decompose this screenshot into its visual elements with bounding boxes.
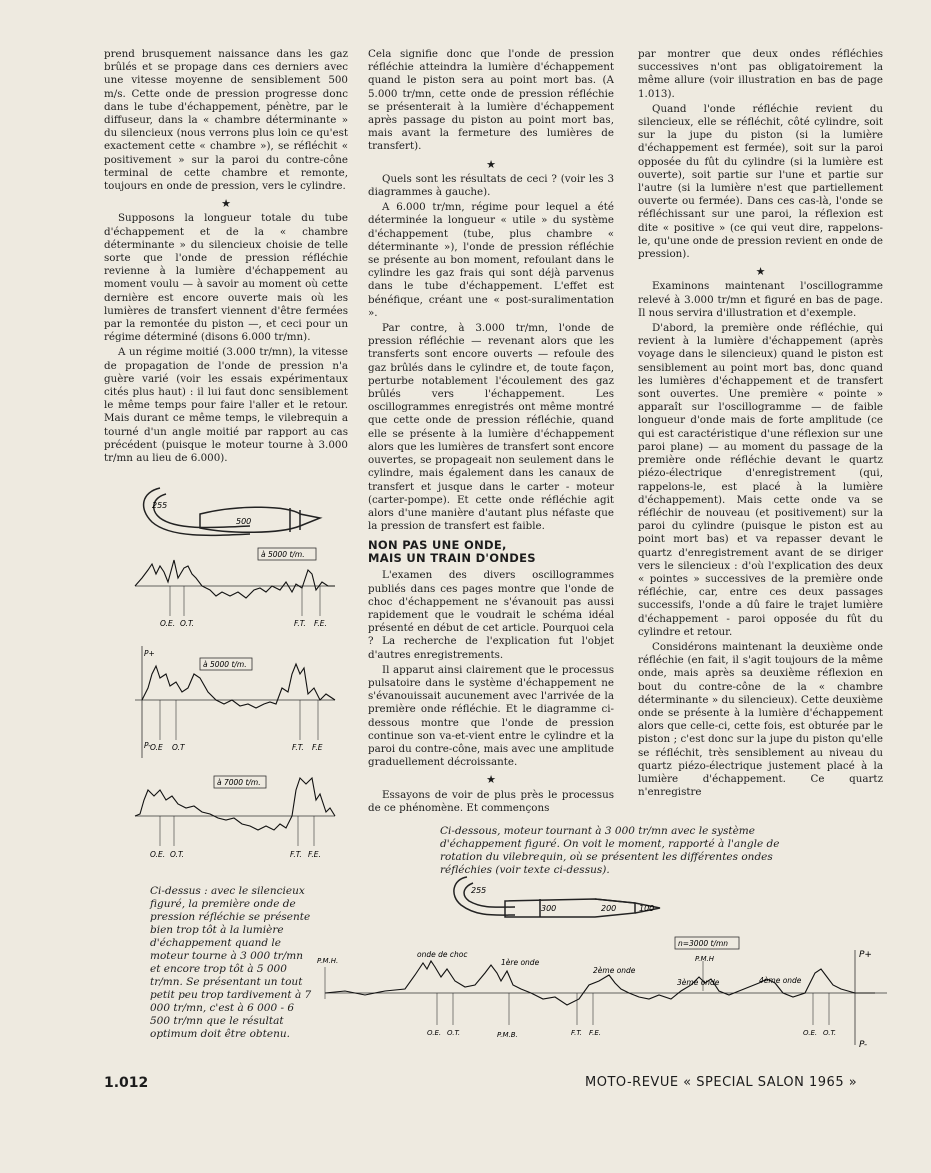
- label-pmh-1: P.M.H.: [317, 957, 339, 965]
- mark-ft: F.T.: [294, 619, 306, 628]
- heading-line-1: NON PAS UNE ONDE,: [368, 538, 507, 553]
- pipe-label-500: 500: [236, 517, 252, 526]
- p-minus-label: P-: [859, 1040, 868, 1050]
- paragraph: D'abord, la première onde réfléchie, qui revient à la lumière d'échappement (après voyage dans le silencieux) quand le piston est sensiblement au point mort bas, donc quand les lumières d'échappement et de transfert sont ouvertes. Une première « pointe » apparaît sur l'oscillogramme — de faible longueur d'onde mais de forte amplitude (ce qui est caractéristique d'une réflexion sur une paroi plane) — au moment du passage de la première onde réfléchie devant le quartz piézo-électrique d'enregistrement (qui, rappelons-le, est placé à la lumière d'échappement). Mais cette onde va se réfléchir de nouveau (et positivement) sur la paroi du cylindre (puisque le piston est au point mort bas) et va repasser devant le quartz d'enregistrement avant de se diriger vers le silencieux : d'où l'explication des deux « pointes » successives de la première onde réfléchie, car, entre ces deux passages successifs, l'onde a dû faire le trajet lumière d'échappement - paroi opposée du fût du cylindre et retour.: [638, 322, 883, 638]
- label-onde-2: 2ème onde: [593, 966, 636, 975]
- oscillogram-2: [135, 646, 335, 758]
- rpm-label-2: à 5000 t/m.: [203, 660, 247, 669]
- mark-fe: F.E.: [589, 1029, 601, 1037]
- text-column-3: [638, 48, 883, 801]
- mark-ot: O.T.: [447, 1029, 461, 1037]
- rpm-label-3: à 7000 t/m.: [217, 778, 261, 787]
- star-separator: ★: [486, 157, 496, 171]
- star-separator: ★: [221, 197, 231, 211]
- text-column-2: [368, 48, 614, 817]
- exhaust-pipe-drawing: [144, 488, 320, 535]
- rpm-label-1: à 5000 t/m.: [261, 550, 305, 559]
- paragraph: prend brusquement naissance dans les gaz brûlés et se propage dans ces derniers avec une vitesse moyenne de sensiblement 500 m/s. Cette onde de pression progresse donc dans le tube d'échappement, pénètre, par le diffuseur, dans la « chambre déterminante » du silencieux (nous verrons plus loin ce qu'est exactement cette « chambre »), se réfléchit « positivement » sur la paroi du contre-cône terminal de cette chambre et remonte, toujours en onde de pression, vers le cylindre.: [104, 48, 348, 193]
- mark-ot: O.T.: [180, 619, 195, 628]
- mark-fe: F.E.: [314, 619, 327, 628]
- p-plus-label: P+: [144, 649, 155, 658]
- paragraph: Quand l'onde réfléchie revient du silencieux, elle se réfléchit, côté cylindre, soit sur la jupe du piston (si la lumière d'échappement est fermée), soit sur la paroi opposée du fût du cylindre (si la lumière est ouverte), soit partie sur l'une et partie sur l'autre (si la lumière n'est que partiellement ouverte ou fermée). Dans ces cas-là, l'onde se réfléchissant sur une paroi, la réflexion est dite « positive » (ce qui veut dire, rappelons-le, qu'une onde de pression revient en onde de pression).: [638, 102, 883, 261]
- mark-oe: O.E: [150, 743, 163, 752]
- mark-fe: F.E: [312, 743, 323, 752]
- oscillogram-1: [135, 548, 335, 628]
- paragraph: Cela signifie donc que l'onde de pression réfléchie atteindra la lumière d'échappement quand le piston sera au point mort bas. (A 5.000 tr/mn, cette onde de pression réfléchie se présenterait à la lumière d'échappement après passage du piston au point mort bas, mais avant la fermeture des lumières de transfert).: [368, 48, 614, 153]
- pipe-label-100: 100: [639, 904, 655, 913]
- mark-ot-2: O.T.: [823, 1029, 837, 1037]
- mark-oe-2: O.E.: [803, 1029, 818, 1037]
- mark-oe: O.E.: [427, 1029, 442, 1037]
- pipe-label-255: 255: [152, 501, 168, 510]
- caption-bottom: Ci-dessous, moteur tournant à 3 000 tr/mn avec le système d'échappement figuré. On voit le moment, rapporté à l'angle de rotation du vilebrequin, où se présentent les différentes ondes réfléchies (voir texte ci-dessus).: [440, 825, 780, 876]
- paragraph: Considérons maintenant la deuxième onde réfléchie (en fait, il s'agit toujours de la même onde, mais après sa deuxième réflexion en bout du contre-cône de la « chambre déterminante » du silencieux). Cette deuxième onde se présente à la lumière d'échappement alors que celle-ci, cette fois, est obturée par le piston ; c'est donc sur la jupe du piston qu'elle se réfléchit, très sensiblement au niveau du quartz piézo-électrique justement placé à la lumière d'échappement. Ce quartz n'enregistre: [638, 640, 883, 799]
- paragraph: Quels sont les résultats de ceci ? (voir les 3 diagrammes à gauche).: [368, 172, 614, 199]
- pipe-label-200: 200: [601, 904, 617, 913]
- exhaust-pipe-drawing-bottom: [454, 877, 660, 917]
- mark-ft: F.T.: [571, 1029, 583, 1037]
- label-onde-choc: onde de choc: [417, 950, 468, 959]
- magazine-footer: MOTO-REVUE « SPECIAL SALON 1965 »: [585, 1075, 858, 1090]
- pipe-label-255: 255: [471, 886, 487, 895]
- left-figure: [130, 478, 360, 878]
- paragraph: A 6.000 tr/mn, régime pour lequel a été déterminée la longueur « utile » du système d'échappement (tube, plus chambre « déterminante »), l'onde de pression réfléchie se présente au bon moment, refoulant dans le cylindre les gaz frais qui sont déjà parvenus dans le tube d'échappement. L'effet est bénéfique, créant une « post-suralimentation ».: [368, 201, 614, 319]
- star-separator: ★: [486, 773, 496, 787]
- label-onde-4: 4ème onde: [759, 976, 802, 985]
- bottom-figure: [315, 865, 890, 1065]
- paragraph: Examinons maintenant l'oscillogramme relevé à 3.000 tr/mn et figuré en bas de page. Il nous servira d'illustration et d'exemple.: [638, 280, 883, 319]
- page-number: 1.012: [104, 1075, 149, 1091]
- p-minus-label: P-: [144, 741, 151, 750]
- mark-ot: O.T: [172, 743, 185, 752]
- paragraph: Par contre, à 3.000 tr/mn, l'onde de pression réfléchie — revenant alors que les transferts sont encore ouverts — refoule des gaz brûlés dans le cylindre et, de toute façon, perturbe notablement l'écoulement des gaz brûlés vers l'échappement. Les oscillogrammes enregistrés ont même montré que cette onde de pression réfléchie, quand elle se présente à la lumière d'échappement alors que les lumières de transfert sont encore ouvertes, se propageait non seulement dans le cylindre, mais également dans les canaux de transfert et jusque dans le carter - moteur (carter-pompe). Et cette onde réfléchie agit alors d'une manière d'autant plus néfaste que la pression de transfert est faible.: [368, 322, 614, 533]
- section-heading: [368, 539, 614, 565]
- caption-left: Ci-dessus : avec le silencieux figuré, la première onde de pression réfléchie se présente bien trop tôt à la lumière d'échappement quand le moteur tourne à 3 000 tr/mn et encore trop tôt à 5 000 tr/mn. Se présentant un tout petit peu trop tardivement à 7 000 tr/mn, c'est à 6 000 - 6 500 tr/mn que le résultat optimum doit être obtenu.: [150, 885, 312, 1040]
- pipe-label-300: 300: [541, 904, 557, 913]
- mark-ot: O.T.: [170, 850, 185, 859]
- text-column-1: [104, 48, 348, 467]
- mark-pmb: P.M.B.: [497, 1031, 518, 1039]
- paragraph: par montrer que deux ondes réfléchies successives n'ont pas obligatoirement la même allure (voir illustration en bas de page 1.013).: [638, 48, 883, 100]
- label-onde-3: 3ème onde: [677, 978, 720, 987]
- heading-line-2: MAIS UN TRAIN D'ONDES: [368, 551, 536, 566]
- star-separator: ★: [755, 265, 766, 279]
- mark-ft: F.T.: [290, 850, 302, 859]
- paragraph: A un régime moitié (3.000 tr/mn), la vitesse de propagation de l'onde de pression n'a guère varié (voir les essais expérimentaux cités plus haut) : il lui faut donc sensiblement le même temps pour faire l'aller et le retour. Mais durant ce même temps, le vilebrequin a tourné d'un angle moitié par rapport au cas précédent (puisque le moteur tourne à 3.000 tr/mn au lieu de 6.000).: [104, 346, 348, 465]
- paragraph: L'examen des divers oscillogrammes publiés dans ces pages montre que l'onde de choc d'échappement ne s'évanouit pas aussi rapidement que le voudrait le schéma idéal présenté en début de cet article. Pourquoi cela ? La recherche de l'explication fut l'objet d'autres enregistrements.: [368, 569, 614, 661]
- p-plus-label: P+: [859, 950, 872, 960]
- paragraph: Il apparut ainsi clairement que le processus pulsatoire dans le système d'échappement ne s'évanouissait aucunement avec l'arrivée de la première onde réfléchie. Et le diagramme ci-dessous montre que l'onde de pression continue son va-et-vient entre le cylindre et la paroi du contre-cône, mais avec une amplitude graduellement décroissante.: [368, 663, 614, 769]
- mark-oe: O.E.: [160, 619, 176, 628]
- mark-oe: O.E.: [150, 850, 166, 859]
- paragraph: Supposons la longueur totale du tube d'échappement et de la « chambre déterminante » du silencieux choisie de telle sorte que l'onde de pression réfléchie revienne à la lumière d'échappement au moment voulu — à savoir au moment où cette dernière est encore ouverte mais où les lumières de transfert viennent d'être fermées par la remontée du piston —, et ceci pour un régime déterminé (disons 6.000 tr/mn).: [104, 212, 348, 344]
- label-onde-1: 1ère onde: [501, 958, 540, 967]
- oscillogram-3: [135, 776, 335, 859]
- label-pmh-2: P.M.H: [695, 955, 715, 963]
- paragraph: Essayons de voir de plus près le processus de ce phénomène. Et commençons: [368, 788, 614, 814]
- rpm-label: n=3000 t/mn: [678, 939, 729, 948]
- mark-fe: F.E.: [308, 850, 321, 859]
- mark-ft: F.T.: [292, 743, 304, 752]
